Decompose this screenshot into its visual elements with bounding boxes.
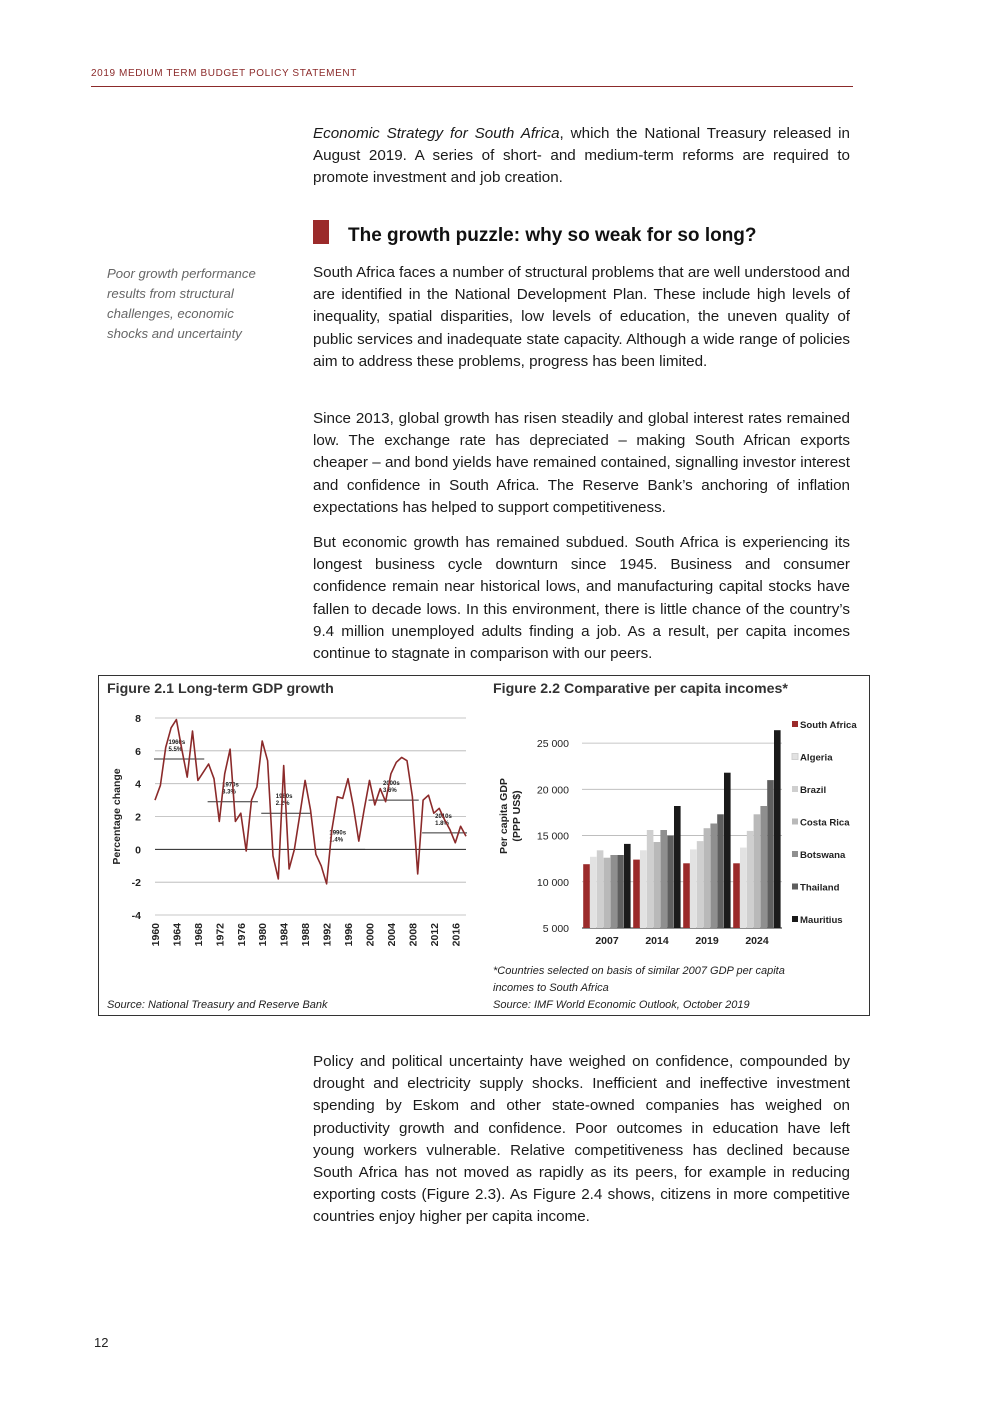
- bar-mauritius: [624, 844, 631, 928]
- bar-costa-rica: [704, 828, 711, 928]
- x-tick-label: 1980: [257, 923, 270, 947]
- y-tick-label: 15 000: [536, 830, 569, 843]
- y-tick-label: -4: [131, 910, 141, 922]
- x-tick-label: 2004: [385, 923, 398, 947]
- x-tick-label: 2024: [745, 935, 769, 947]
- legend-swatch: [792, 786, 798, 792]
- x-tick-label: 2019: [695, 935, 719, 947]
- x-tick-label: 1964: [171, 923, 184, 947]
- gdp-growth-chart: [98, 700, 478, 960]
- running-header: 2019 MEDIUM TERM BUDGET POLICY STATEMENT: [91, 68, 357, 79]
- decade-average-value: 1.4%: [329, 837, 344, 844]
- y-tick-label: 20 000: [536, 784, 569, 797]
- decade-average-label: 1960s: [168, 740, 186, 747]
- bar-brazil: [647, 830, 654, 928]
- x-tick-label: 1988: [300, 923, 313, 947]
- bar-south-africa: [583, 864, 590, 928]
- figure-2-2-source: Source: IMF World Economic Outlook, October 2019: [493, 999, 750, 1011]
- legend-label: Botswana: [800, 850, 846, 861]
- bar-botswana: [610, 855, 617, 928]
- per-capita-income-chart: [482, 700, 862, 960]
- x-tick-label: 1960: [150, 923, 162, 947]
- legend-label: Costa Rica: [800, 817, 850, 829]
- bar-botswana: [710, 824, 717, 929]
- header-rule: [91, 86, 853, 87]
- gdp-growth-series-line: [155, 720, 466, 884]
- body-paragraph-3: But economic growth has remained subdued. South Africa is experiencing its longest business cycle downturn since 1945. Business and consumer confidence remain near historical lows, and manufacturing capital stocks have fallen to decade lows. In this environment, there is little chance of the country’s 9.4 million unemployed adults finding a job. As a result, per capita incomes continue to stagnate in comparison with our peers.: [313, 534, 850, 663]
- legend-label: Thailand: [800, 882, 840, 894]
- bar-south-africa: [733, 863, 740, 928]
- bar-brazil: [697, 841, 704, 928]
- legend-swatch: [792, 721, 798, 727]
- section-heading: The growth puzzle: why so weak for so long?: [348, 225, 757, 246]
- legend-label: Mauritius: [800, 915, 843, 926]
- bar-thailand: [767, 780, 774, 928]
- y-tick-label: 5 000: [542, 923, 569, 935]
- x-tick-label: 2012: [428, 923, 441, 947]
- legend-swatch: [792, 851, 798, 857]
- y-axis-label-line2: (PPP US$): [511, 790, 523, 842]
- legend-label: South Africa: [800, 720, 857, 731]
- decade-average-value: 5.5%: [168, 747, 183, 754]
- y-tick-label: 2: [135, 811, 141, 824]
- decade-average-label: 1980s: [275, 794, 293, 801]
- x-tick-label: 2008: [407, 923, 420, 947]
- y-tick-label: 0: [135, 844, 141, 857]
- bar-algeria: [740, 848, 747, 928]
- legend-swatch: [792, 754, 798, 760]
- x-tick-label: 2016: [450, 923, 463, 947]
- x-tick-label: 1972: [214, 923, 227, 947]
- decade-average-value: 3.3%: [222, 789, 236, 796]
- bar-algeria: [640, 850, 647, 928]
- intro-paragraph: [313, 123, 850, 190]
- figure-2-2-footnote-line2: incomes to South Africa: [493, 982, 609, 994]
- figure-2-1-title: Figure 2.1 Long-term GDP growth: [107, 681, 334, 697]
- bar-thailand: [667, 836, 674, 928]
- bar-thailand: [717, 814, 724, 928]
- bar-south-africa: [683, 863, 690, 928]
- bar-mauritius: [674, 806, 681, 928]
- decade-average-label: 1970s: [222, 782, 239, 789]
- y-tick-label: -2: [131, 877, 141, 890]
- bar-algeria: [690, 849, 697, 928]
- decade-average-value: 3.6%: [382, 788, 397, 795]
- decade-average-value: 2.2%: [275, 801, 290, 808]
- figure-2-2-title: Figure 2.2 Comparative per capita incomes*: [493, 681, 788, 697]
- decade-average-label: 2000s: [382, 781, 400, 788]
- page-number: 12: [94, 1335, 109, 1350]
- y-tick-label: 4: [135, 778, 141, 791]
- x-tick-label: 1976: [235, 923, 248, 947]
- bar-mauritius: [724, 773, 731, 928]
- x-tick-label: 1984: [278, 923, 291, 947]
- body-paragraph-1: South Africa faces a number of structural problems that are well understood and are identified in the National Development Plan. These include high levels of inequality, spatial disparities, low levels of education, the uneven quality of public services and inadequate state capacity. Although a wide range of policies aim to address these problems, progress has been limited.: [313, 264, 850, 370]
- decade-average-label: 1990s: [329, 830, 347, 837]
- y-tick-label: 6: [135, 745, 141, 758]
- bar-costa-rica: [754, 814, 761, 928]
- x-tick-label: 1996: [343, 923, 356, 947]
- body-paragraph-2: Since 2013, global growth has risen steadily and global interest rates remained low. The exchange rate has depreciated – making South African exports cheaper – and bond yields have remained contained, signalling investor interest and confidence in South Africa. The Reserve Bank’s anchoring of inflation expectations has helped to support competitiveness.: [313, 410, 850, 516]
- legend-swatch: [792, 819, 798, 825]
- y-tick-label: 25 000: [536, 738, 569, 751]
- legend-swatch: [792, 916, 798, 922]
- y-tick-label: 10 000: [536, 876, 569, 889]
- decade-average-value: 1.8%: [435, 820, 449, 827]
- legend-label: Algeria: [800, 752, 833, 764]
- x-tick-label: 2007: [595, 935, 619, 947]
- y-tick-label: 8: [135, 713, 141, 725]
- bar-brazil: [597, 850, 604, 928]
- figure-2-1-source: Source: National Treasury and Reserve Bank: [107, 999, 328, 1011]
- legend-swatch: [792, 884, 798, 890]
- decade-average-label: 2010s: [435, 813, 452, 820]
- bar-botswana: [760, 806, 767, 928]
- bar-south-africa: [633, 860, 640, 928]
- x-tick-label: 1968: [192, 923, 205, 947]
- bar-botswana: [660, 830, 667, 928]
- intro-text: , which the National Treasury released in August 2019. A series of short- and medium-term reforms are required to promote investment and job creation.: [313, 125, 850, 187]
- bar-algeria: [590, 857, 597, 928]
- intro-italic-title: Economic Strategy for South Africa: [313, 125, 560, 142]
- x-tick-label: 2014: [645, 935, 669, 947]
- x-tick-label: 2000: [364, 923, 377, 947]
- legend-label: Brazil: [800, 785, 827, 796]
- section-marker: [313, 220, 329, 244]
- margin-note: Poor growth performance results from structural challenges, economic shocks and uncertainty: [107, 266, 256, 341]
- bar-costa-rica: [604, 858, 611, 928]
- y-axis-label-line1: Per capita GDP: [498, 778, 510, 854]
- bar-brazil: [747, 831, 754, 928]
- bar-thailand: [617, 855, 624, 928]
- bar-costa-rica: [654, 842, 661, 928]
- y-axis-label: Percentage change: [111, 768, 123, 865]
- body-paragraph-4: Policy and political uncertainty have weighed on confidence, compounded by drought and electricity supply shocks. Inefficient and ineffective investment spending by Eskom and other state-owned companies has weighed on productivity growth and confidence. Poor outcomes in education have left young workers vulnerable. Relative competitiveness has declined because South Africa has not moved as rapidly as its peers, for example in reducing exporting costs (Figure 2.3). As Figure 2.4 shows, citizens in more competitive countries enjoy higher per capita income.: [313, 1053, 850, 1226]
- bar-mauritius: [774, 730, 781, 928]
- x-tick-label: 1992: [321, 923, 334, 947]
- figure-2-2-footnote-line1: *Countries selected on basis of similar 2007 GDP per capita: [493, 965, 785, 977]
